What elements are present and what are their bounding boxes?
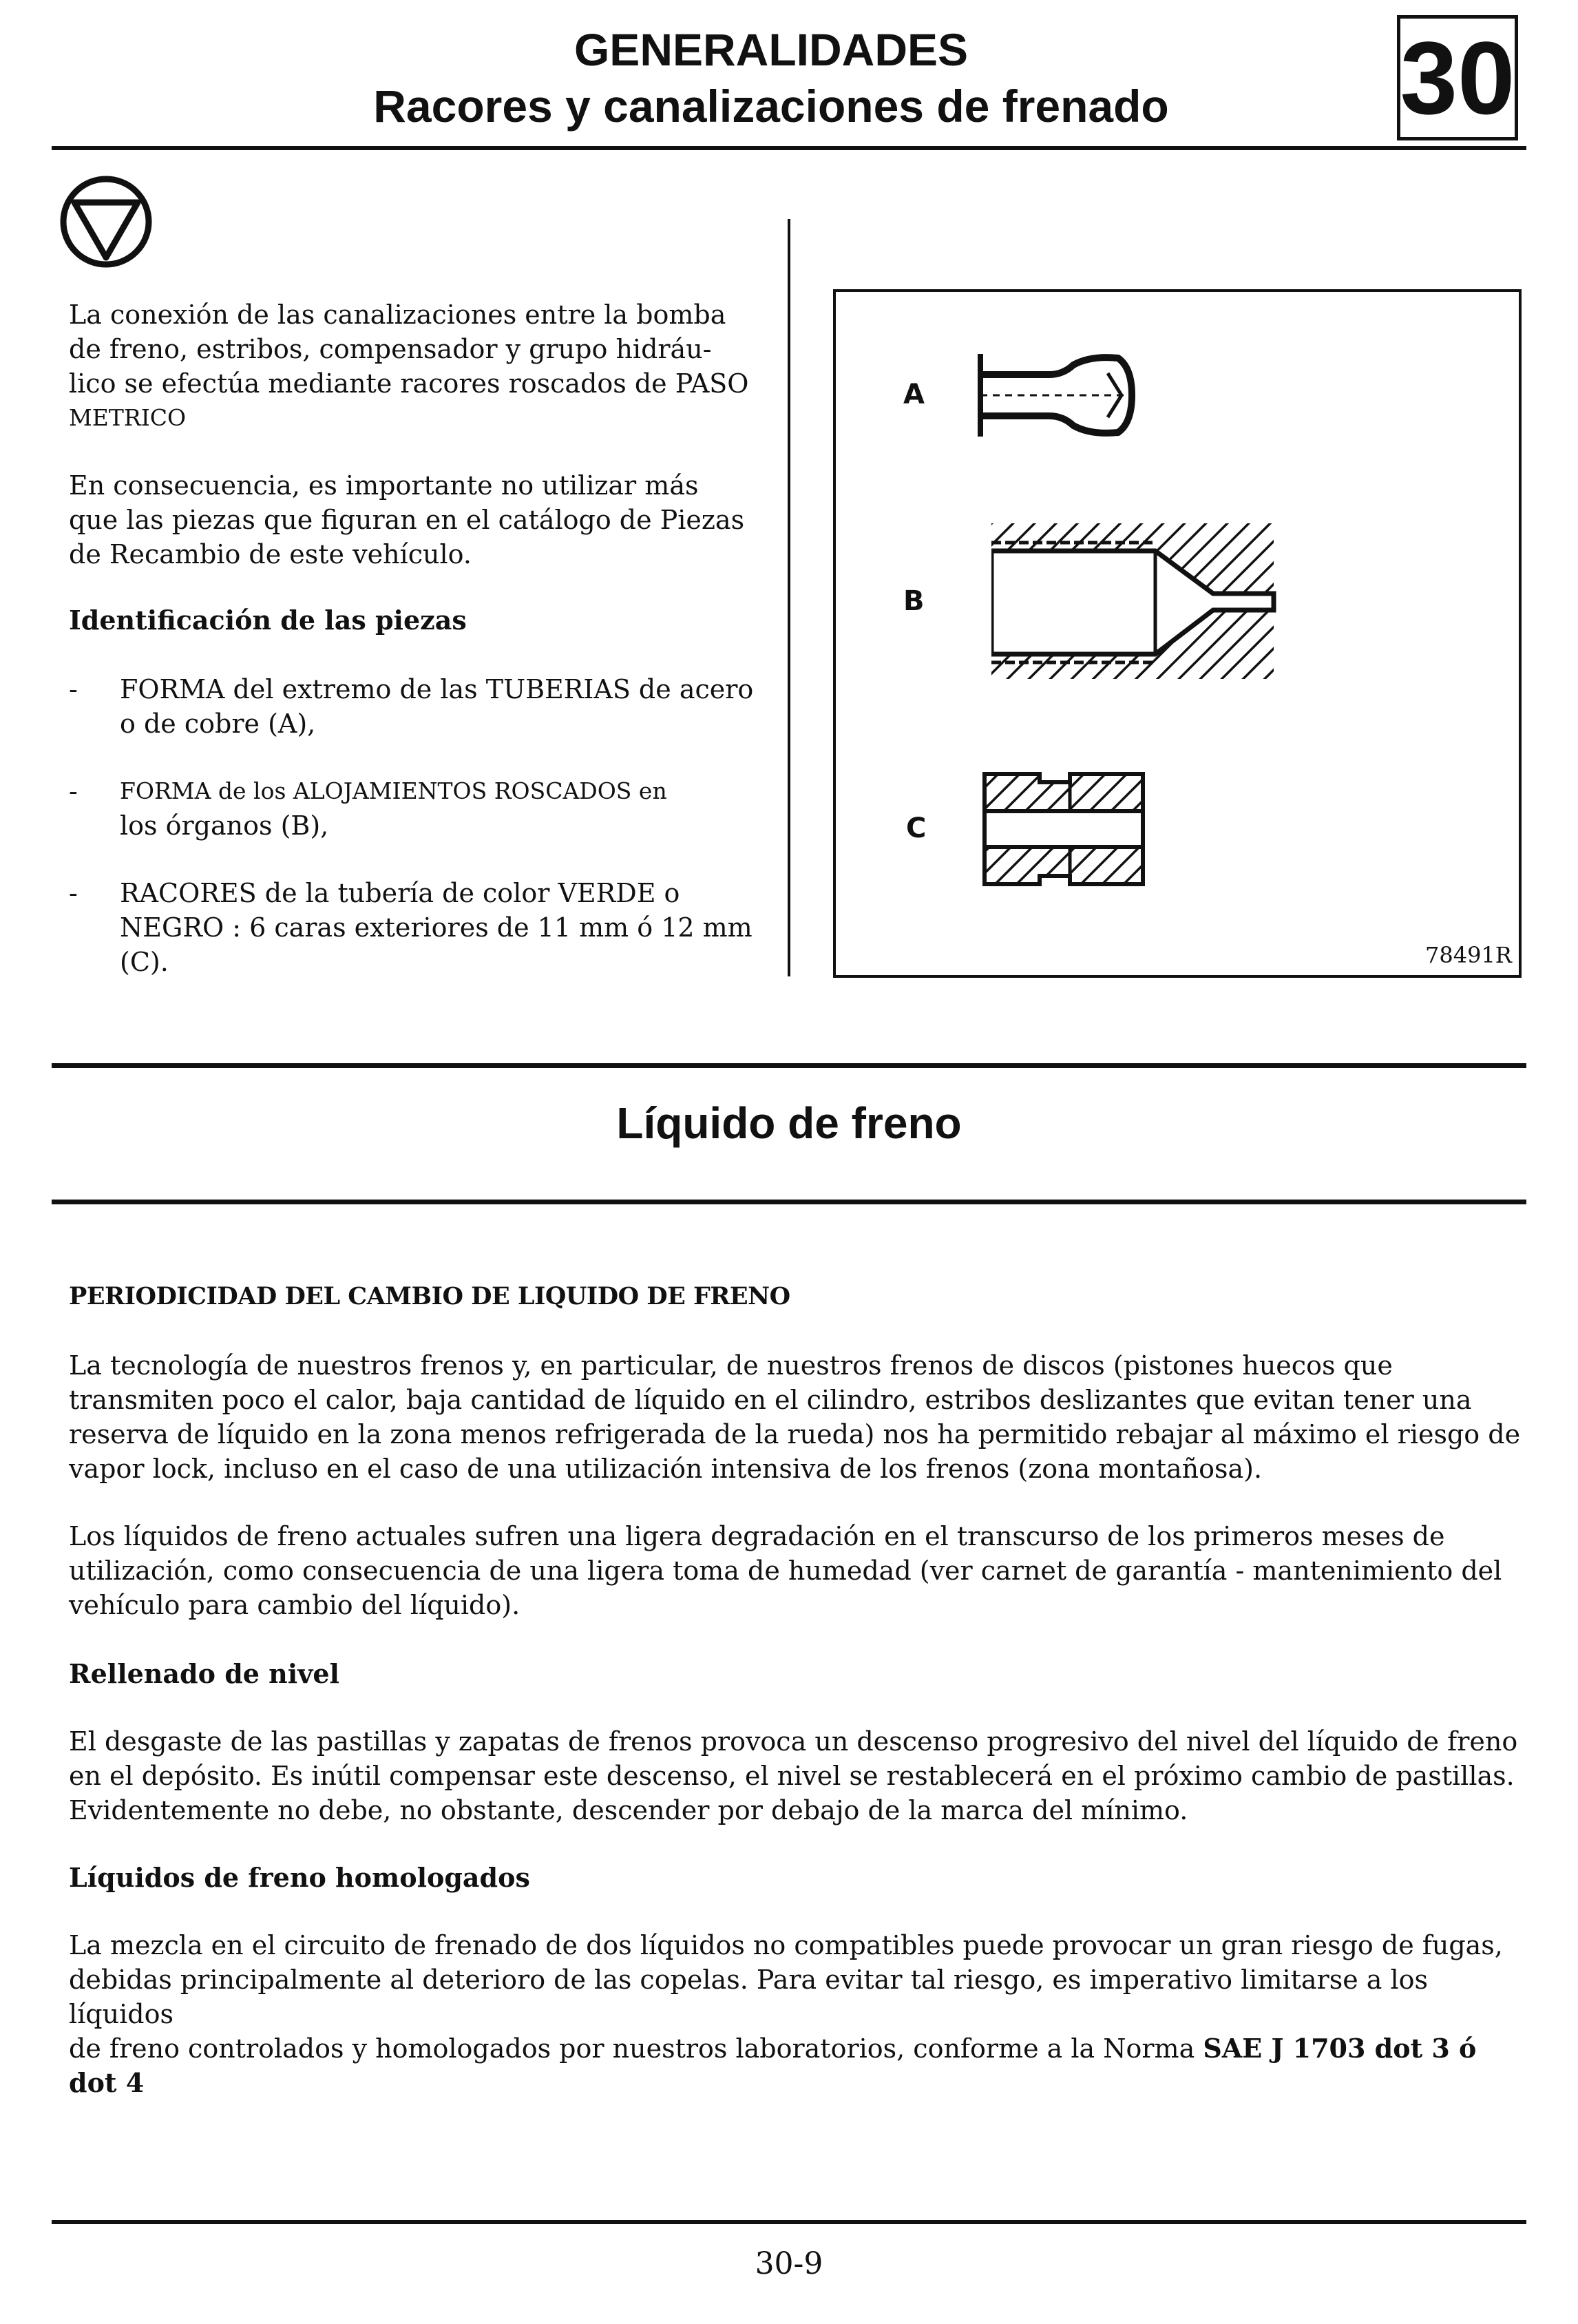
intro-paragraph-2: En consecuencia, es importante no utilizar más que las piezas que figuran en el catálogo de Piezas de Recambio de este vehículo. [69, 470, 745, 569]
identification-heading: Identificación de las piezas [69, 605, 467, 636]
header-rule [52, 146, 1526, 150]
refill-heading: Rellenado de nivel [69, 1658, 339, 1689]
brake-fluid-paragraph-1: La tecnología de nuestros frenos y, en particular, de nuestros frenos de discos (pistones huecos que transmiten poco el calor, baja cantidad de líquido en el cilindro, estribos deslizantes que evitan tener una reserva de líquido en la zona menos refrigerada de la rueda) nos ha permitido rebajar al máximo el riesgo de vapor lock, incluso en el caso de una utilización intensiva de los frenos (zona montañosa). [69, 1350, 1521, 1484]
header-subtitle: Racores y canalizaciones de frenado [373, 81, 1169, 132]
section-rule-top [52, 1063, 1526, 1068]
footer-rule [52, 2220, 1526, 2224]
section-title: Líquido de freno [616, 1098, 962, 1148]
brake-fluid-paragraph-2: Los líquidos de freno actuales sufren una ligera degradación en el transcurso de los primeros meses de utilización, como consecuencia de una ligera toma de humedad (ver carnet de garantía - mantenimiento del vehículo para cambio del líquido). [69, 1521, 1502, 1620]
tube-end-a-drawing [980, 354, 1132, 437]
brake-fluid-paragraph-4: La mezcla en el circuito de frenado de dos líquidos no compatibles puede provocar un gran riesgo de fugas, debidas principalmente al deterioro de las copelas. Para evitar tal riesgo, es imperativo limitarse a los líquidos de freno controlados y homologados por nuestros laboratorios, conforme a la Norma SAE J 1703 dot 3 ó dot 4 [69, 1930, 1503, 2098]
column-divider [788, 219, 790, 976]
identification-item-c: - RACORES de la tubería de color VERDE o NEGRO : 6 caras exteriores de 11 mm ó 12 mm (C). [69, 878, 753, 977]
warning-symbol-icon [58, 174, 154, 270]
figure-label-a: A [903, 379, 925, 410]
fittings-figure [836, 292, 1519, 975]
identification-item-b: - FORMA de los ALOJAMIENTOS ROSCADOS en los órganos (B), [69, 776, 667, 841]
figure-reference: 78491R [1425, 942, 1512, 968]
intro-paragraph-1: La conexión de las canalizaciones entre la bomba de freno, estribos, compensador y grupo hidráu- lico se efectúa mediante racores roscados de PASO METRICO [69, 300, 749, 431]
page-number: 30-9 [755, 2246, 823, 2281]
identification-item-a: - FORMA del extremo de las TUBERIAS de acero o de cobre (A), [69, 674, 754, 739]
fitting-c-drawing [985, 774, 1143, 884]
periodicity-heading: PERIODICIDAD DEL CAMBIO DE LIQUIDO DE FRENO [69, 1282, 790, 1310]
header-title: GENERALIDADES [574, 24, 969, 75]
brake-fluid-paragraph-3: El desgaste de las pastillas y zapatas de frenos provoca un descenso progresivo del nivel del líquido de freno en el depósito. Es inútil compensar este descenso, el nivel se restablecerá en el próximo cambio de pastillas. Evidentemente no debe, no obstante, descender por debajo de la marca del mínimo. [69, 1726, 1518, 1825]
section-rule-bottom [52, 1200, 1526, 1204]
threaded-housing-b-drawing [978, 523, 1274, 679]
section-number-box [1397, 15, 1518, 140]
section-number: 30 [1400, 20, 1515, 136]
figure-label-b: B [903, 585, 925, 617]
figure-label-c: C [906, 813, 927, 844]
standard-reference: SAE J 1703 dot 3 ó dot 4 [69, 2033, 1477, 2098]
approved-fluids-heading: Líquidos de freno homologados [69, 1862, 530, 1893]
